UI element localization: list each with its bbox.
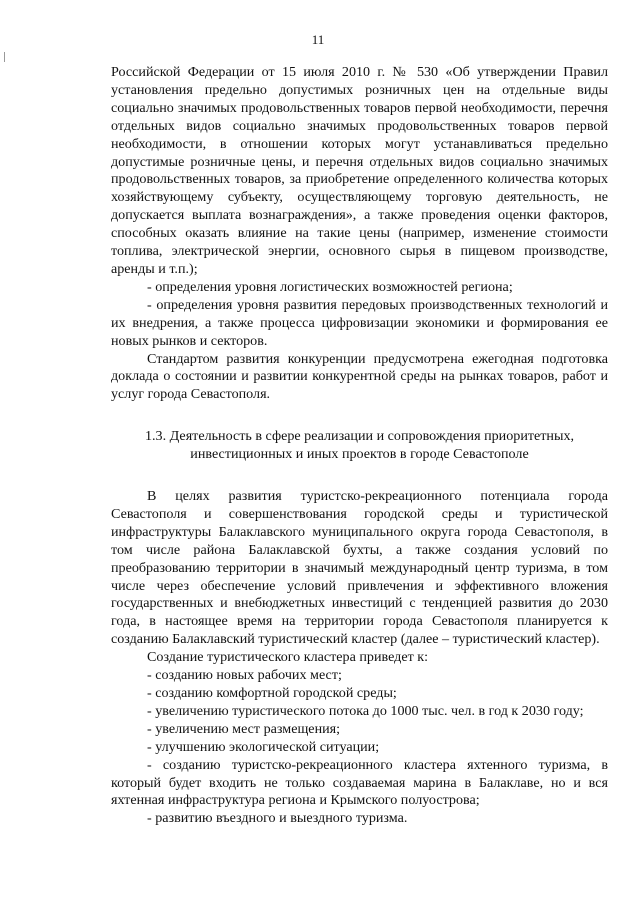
page-number: 11 [311,32,325,47]
section-heading-line1: 1.3. Деятельность в сфере реализации и сопровождения приоритетных, [144,428,575,445]
paragraph-tourist-cluster: В целях развития туристско-рекреационного потенциала города Севастополя и совершенствования городской среды и туристической инфраструктуры Балаклавского муниципального округа города Севастополя, в том числе района Балаклавской бухты, а также создания условий по преобразованию территории в значимый международный центр туризма, в том числе через обеспечение условий привлечения и эффективного вложения государственных и внебюджетных инвестиций с тенденцией развития до 2030 года, в настоящее время на территории города Севастополя планируется к созданию Балаклавский туристический кластер (далее – туристический кластер). [111,488,608,648]
list-item-ecology: - улучшению экологической ситуации; [147,738,380,755]
list-item-yacht-cluster: - созданию туристско-рекреационного кластера яхтенного туризма, в который будет входить не только создаваемая марина в Балаклаве, но и вся яхтенная инфраструктура региона и Крымского полуострова; [111,756,608,809]
section-heading [111,428,608,464]
scan-edge-mark [4,52,5,62]
paragraph-cluster-effects-intro: Создание туристического кластера приведет к: [147,649,429,666]
list-item-tourist-flow: - увеличению туристического потока до 1000 тыс. чел. в год к 2030 году; [147,702,584,719]
paragraph-competition-standard: Стандартом развития конкуренции предусмотрена ежегодная подготовка доклада о состоянии и развитии конкурентной среды на рынках товаров, работ и услуг города Севастополя. [111,350,608,403]
list-item-accommodation: - увеличению мест размещения; [147,720,341,737]
section-heading-line2: инвестиционных и иных проектов в городе Севастополе [190,446,529,463]
document-body [111,64,608,828]
paragraph-regulation-reference: Российской Федерации от 15 июля 2010 г. № 530 «Об утверждении Правил установления предельно допустимых розничных цен на отдельные виды социально значимых продовольственных товаров первой необходимости, перечня отдельных видов социально значимых продовольственных товаров первой необходимости, в отношении которых могут устанавливаться предельно допустимые розничные цены, и перечня отдельных видов социально значимых продовольственных товаров, за приобретение определенного количества которых хозяйствующему субъекту, осуществляющему торговую деятельность, не допускается выплата вознаграждения», а также проведения оценки факторов, способных оказать влияние на такие цены (например, изменение стоимости топлива, электрической энергии, основного сырья в пищевом производстве, аренды и т.п.); [111,64,608,277]
list-item-technologies: - определения уровня развития передовых производственных технологий и их внедрения, а также процесса цифровизации экономики и формирования ее новых рынков и секторов. [111,296,608,349]
list-item-jobs: - созданию новых рабочих мест; [147,667,342,684]
list-item-logistics: - определения уровня логистических возможностей региона; [147,278,513,295]
list-item-urban-environment: - созданию комфортной городской среды; [147,685,397,701]
list-item-inbound-outbound: - развитию въездного и выездного туризма. [147,810,408,827]
